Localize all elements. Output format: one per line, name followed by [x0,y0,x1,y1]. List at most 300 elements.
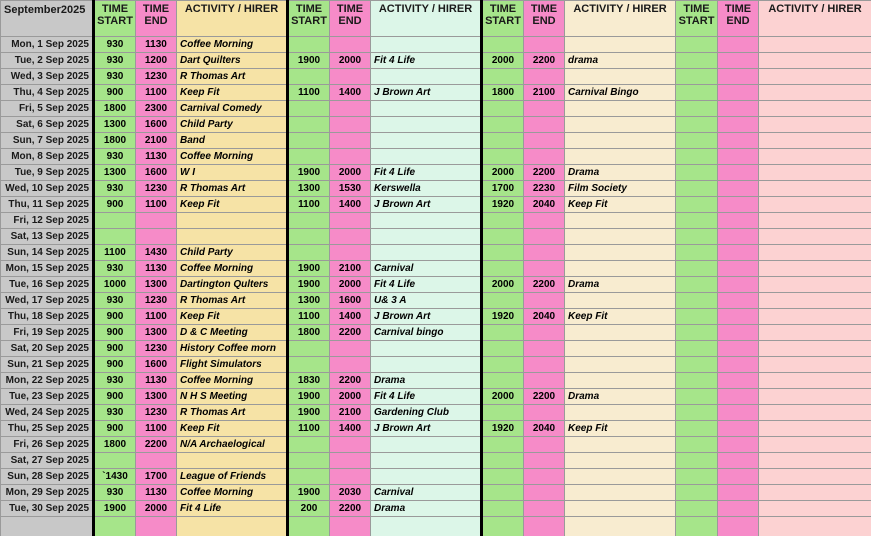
activity-cell[interactable] [759,117,871,133]
time-start-cell[interactable]: 930 [94,261,136,277]
time-end-cell[interactable]: 1230 [136,293,177,309]
time-end-cell[interactable] [524,117,565,133]
activity-cell[interactable] [371,133,482,149]
time-end-cell[interactable] [524,437,565,453]
time-start-cell[interactable]: 900 [94,421,136,437]
time-end-cell[interactable]: 1130 [136,149,177,165]
time-end-cell[interactable] [330,149,371,165]
time-start-cell[interactable] [676,229,718,245]
time-start-cell[interactable] [288,469,330,485]
time-end-cell[interactable]: 1200 [136,53,177,69]
activity-cell[interactable] [371,149,482,165]
time-start-cell[interactable]: 930 [94,373,136,389]
time-end-cell[interactable]: 2200 [524,389,565,405]
activity-cell[interactable] [177,517,288,536]
time-start-cell[interactable]: 1900 [288,405,330,421]
activity-cell[interactable] [565,245,676,261]
time-end-cell[interactable] [718,485,759,501]
activity-cell[interactable] [759,453,871,469]
time-end-cell[interactable] [330,117,371,133]
time-start-cell[interactable] [482,357,524,373]
activity-cell[interactable] [565,325,676,341]
activity-cell[interactable] [759,389,871,405]
activity-cell[interactable] [759,325,871,341]
activity-cell[interactable] [759,149,871,165]
time-start-cell[interactable]: 930 [94,293,136,309]
date-cell[interactable]: Tue, 2 Sep 2025 [1,53,94,69]
activity-cell[interactable]: W I [177,165,288,181]
activity-cell[interactable] [759,341,871,357]
activity-cell[interactable] [565,117,676,133]
activity-cell[interactable]: R Thomas Art [177,293,288,309]
time-start-cell[interactable] [288,213,330,229]
time-start-cell[interactable]: 1100 [288,421,330,437]
date-cell[interactable]: Mon, 29 Sep 2025 [1,485,94,501]
activity-cell[interactable] [565,37,676,53]
time-start-cell[interactable]: 1900 [288,485,330,501]
activity-cell[interactable]: Carnival [371,261,482,277]
activity-cell[interactable] [759,53,871,69]
activity-cell[interactable]: drama [565,53,676,69]
time-start-cell[interactable] [288,341,330,357]
time-start-cell[interactable] [676,517,718,536]
activity-cell[interactable]: Drama [565,389,676,405]
time-end-cell[interactable]: 1430 [136,245,177,261]
time-start-cell[interactable]: 900 [94,357,136,373]
time-start-cell[interactable] [482,293,524,309]
date-cell[interactable]: Mon, 15 Sep 2025 [1,261,94,277]
date-cell[interactable]: Sat, 13 Sep 2025 [1,229,94,245]
activity-cell[interactable] [565,261,676,277]
activity-cell[interactable] [759,373,871,389]
time-start-cell[interactable] [676,309,718,325]
activity-cell[interactable] [565,501,676,517]
activity-cell[interactable]: Carnival bingo [371,325,482,341]
activity-cell[interactable]: J Brown Art [371,85,482,101]
date-cell[interactable]: Sat, 6 Sep 2025 [1,117,94,133]
time-end-cell[interactable] [330,37,371,53]
activity-cell[interactable]: Keep Fit [177,309,288,325]
time-start-cell[interactable]: 930 [94,405,136,421]
time-end-cell[interactable] [718,165,759,181]
activity-cell[interactable] [565,213,676,229]
activity-cell[interactable]: Kerswella [371,181,482,197]
time-start-cell[interactable]: 1800 [94,101,136,117]
time-start-cell[interactable] [676,389,718,405]
time-end-cell[interactable]: 1230 [136,69,177,85]
time-end-cell[interactable]: 1130 [136,373,177,389]
time-end-cell[interactable] [330,437,371,453]
time-end-cell[interactable]: 2000 [330,165,371,181]
time-end-cell[interactable]: 1600 [330,293,371,309]
time-end-cell[interactable] [718,213,759,229]
date-cell[interactable]: Wed, 10 Sep 2025 [1,181,94,197]
time-start-cell[interactable]: 1800 [482,85,524,101]
time-end-cell[interactable]: 1230 [136,181,177,197]
time-end-cell[interactable] [330,469,371,485]
time-start-cell[interactable]: 930 [94,53,136,69]
time-start-cell[interactable] [676,485,718,501]
time-end-cell[interactable] [718,501,759,517]
time-start-cell[interactable] [288,229,330,245]
activity-header[interactable]: ACTIVITY / HIRER [759,1,871,37]
time-start-cell[interactable]: 900 [94,85,136,101]
date-cell[interactable]: Wed, 24 Sep 2025 [1,405,94,421]
date-cell[interactable]: Thu, 25 Sep 2025 [1,421,94,437]
time-start-cell[interactable] [482,37,524,53]
activity-cell[interactable]: R Thomas Art [177,405,288,421]
time-start-cell[interactable]: 1700 [482,181,524,197]
activity-cell[interactable]: Coffee Morning [177,261,288,277]
time-end-cell[interactable] [330,101,371,117]
time-end-cell[interactable]: 1700 [136,469,177,485]
time-start-cell[interactable] [676,293,718,309]
time-start-cell[interactable]: 1300 [94,117,136,133]
time-end-cell[interactable] [330,245,371,261]
time-end-cell[interactable]: 2100 [524,85,565,101]
time-end-cell[interactable] [330,69,371,85]
activity-cell[interactable]: Carnival Bingo [565,85,676,101]
time-start-cell[interactable]: 1900 [288,261,330,277]
time-start-cell[interactable] [676,437,718,453]
activity-cell[interactable] [759,165,871,181]
time-end-cell[interactable] [718,277,759,293]
time-start-cell[interactable] [288,245,330,261]
time-start-cell[interactable] [482,469,524,485]
activity-cell[interactable]: R Thomas Art [177,181,288,197]
activity-cell[interactable]: J Brown Art [371,421,482,437]
time-end-cell[interactable] [330,453,371,469]
time-start-cell[interactable] [676,405,718,421]
activity-cell[interactable] [759,229,871,245]
date-cell[interactable]: Tue, 23 Sep 2025 [1,389,94,405]
time-end-header[interactable] [524,1,565,37]
time-start-cell[interactable]: 1800 [288,325,330,341]
activity-cell[interactable]: Carnival [371,485,482,501]
time-end-cell[interactable] [524,149,565,165]
activity-cell[interactable] [759,37,871,53]
time-end-cell[interactable]: 1100 [136,85,177,101]
date-cell[interactable]: Fri, 5 Sep 2025 [1,101,94,117]
time-end-cell[interactable] [718,197,759,213]
time-end-cell[interactable] [718,325,759,341]
date-cell[interactable]: Sun, 28 Sep 2025 [1,469,94,485]
time-start-cell[interactable]: 1300 [94,165,136,181]
time-end-cell[interactable] [718,405,759,421]
activity-cell[interactable]: Child Party [177,245,288,261]
date-cell[interactable]: Wed, 3 Sep 2025 [1,69,94,85]
time-start-cell[interactable] [288,357,330,373]
activity-cell[interactable] [759,197,871,213]
time-start-cell[interactable]: 930 [94,181,136,197]
date-cell[interactable]: Thu, 4 Sep 2025 [1,85,94,101]
time-end-cell[interactable]: 1300 [136,277,177,293]
time-end-cell[interactable] [524,293,565,309]
activity-cell[interactable]: Keep Fit [565,309,676,325]
time-end-cell[interactable]: 2100 [330,261,371,277]
time-end-cell[interactable]: 2230 [524,181,565,197]
activity-cell[interactable] [565,101,676,117]
time-end-cell[interactable]: 2200 [330,325,371,341]
time-start-cell[interactable] [676,325,718,341]
activity-cell[interactable] [759,293,871,309]
time-end-cell[interactable] [524,245,565,261]
time-end-cell[interactable] [524,229,565,245]
date-cell[interactable]: Mon, 1 Sep 2025 [1,37,94,53]
time-end-cell[interactable]: 2000 [136,501,177,517]
time-start-cell[interactable]: 2000 [482,165,524,181]
activity-cell[interactable]: Flight Simulators [177,357,288,373]
time-start-cell[interactable] [482,101,524,117]
time-end-cell[interactable]: 2200 [524,165,565,181]
activity-header[interactable]: ACTIVITY / HIRER [371,1,482,37]
time-start-cell[interactable] [482,213,524,229]
activity-cell[interactable] [759,469,871,485]
activity-cell[interactable] [371,357,482,373]
time-end-cell[interactable] [718,229,759,245]
time-end-cell[interactable] [524,325,565,341]
activity-cell[interactable] [759,357,871,373]
time-end-cell[interactable] [718,389,759,405]
activity-cell[interactable] [371,37,482,53]
time-end-cell[interactable] [524,101,565,117]
time-end-cell[interactable]: 1130 [136,485,177,501]
time-end-cell[interactable] [524,69,565,85]
time-start-cell[interactable]: 1800 [94,133,136,149]
time-end-cell[interactable]: 1400 [330,309,371,325]
activity-cell[interactable] [759,133,871,149]
date-cell[interactable]: Sun, 14 Sep 2025 [1,245,94,261]
time-start-cell[interactable]: 1000 [94,277,136,293]
time-start-cell[interactable] [676,421,718,437]
time-start-cell[interactable]: 1300 [288,181,330,197]
time-start-cell[interactable]: 2000 [482,277,524,293]
activity-cell[interactable] [371,229,482,245]
activity-cell[interactable]: Fit 4 Life [177,501,288,517]
date-cell[interactable]: Sun, 21 Sep 2025 [1,357,94,373]
activity-cell[interactable] [565,517,676,536]
time-end-cell[interactable]: 1130 [136,37,177,53]
time-start-cell[interactable]: 1300 [288,293,330,309]
activity-cell[interactable]: Dart Quilters [177,53,288,69]
time-end-cell[interactable] [524,357,565,373]
activity-cell[interactable]: Dartington Qulters [177,277,288,293]
time-end-cell[interactable]: 2000 [330,277,371,293]
time-start-cell[interactable] [676,453,718,469]
time-end-cell[interactable] [718,293,759,309]
activity-cell[interactable]: Gardening Club [371,405,482,421]
activity-cell[interactable] [759,421,871,437]
time-start-cell[interactable] [676,37,718,53]
activity-cell[interactable] [565,485,676,501]
activity-cell[interactable] [759,309,871,325]
time-end-cell[interactable]: 1100 [136,197,177,213]
time-start-cell[interactable] [94,517,136,536]
time-end-cell[interactable]: 2200 [524,277,565,293]
activity-cell[interactable]: Keep Fit [177,421,288,437]
date-cell[interactable] [1,517,94,536]
activity-cell[interactable]: Drama [565,165,676,181]
time-end-cell[interactable] [524,341,565,357]
time-start-cell[interactable]: 930 [94,485,136,501]
activity-cell[interactable]: Drama [371,501,482,517]
activity-cell[interactable] [565,149,676,165]
time-end-cell[interactable] [718,53,759,69]
time-end-cell[interactable] [718,261,759,277]
time-start-cell[interactable] [676,117,718,133]
time-end-cell[interactable] [718,453,759,469]
date-cell[interactable]: Fri, 12 Sep 2025 [1,213,94,229]
time-start-cell[interactable] [482,485,524,501]
time-start-cell[interactable] [676,357,718,373]
time-start-cell[interactable]: 1900 [288,165,330,181]
time-start-cell[interactable] [482,149,524,165]
activity-cell[interactable]: Coffee Morning [177,373,288,389]
activity-cell[interactable]: Fit 4 Life [371,165,482,181]
time-end-cell[interactable]: 2300 [136,101,177,117]
activity-cell[interactable]: D & C Meeting [177,325,288,341]
time-end-header[interactable] [718,1,759,37]
time-end-cell[interactable] [136,453,177,469]
time-end-cell[interactable] [524,405,565,421]
date-cell[interactable]: Tue, 30 Sep 2025 [1,501,94,517]
time-start-cell[interactable] [676,53,718,69]
time-end-cell[interactable]: 2000 [330,389,371,405]
activity-cell[interactable]: Keep Fit [565,197,676,213]
time-end-cell[interactable] [330,341,371,357]
time-start-cell[interactable] [676,197,718,213]
activity-cell[interactable] [371,517,482,536]
time-start-cell[interactable] [288,133,330,149]
time-end-cell[interactable]: 1530 [330,181,371,197]
activity-cell[interactable] [177,213,288,229]
time-start-cell[interactable] [482,453,524,469]
time-end-cell[interactable] [718,101,759,117]
time-end-cell[interactable] [524,213,565,229]
activity-cell[interactable] [371,469,482,485]
time-start-cell[interactable] [676,245,718,261]
time-start-cell[interactable] [676,101,718,117]
time-end-cell[interactable]: 2100 [330,405,371,421]
time-start-cell[interactable] [482,373,524,389]
time-end-cell[interactable]: 2040 [524,197,565,213]
time-start-cell[interactable] [94,229,136,245]
activity-cell[interactable] [371,69,482,85]
time-end-cell[interactable] [718,69,759,85]
time-start-cell[interactable] [676,181,718,197]
activity-cell[interactable]: U& 3 A [371,293,482,309]
time-end-cell[interactable] [524,453,565,469]
time-end-cell[interactable] [524,501,565,517]
time-start-cell[interactable] [288,69,330,85]
activity-cell[interactable] [759,517,871,536]
time-start-cell[interactable] [482,245,524,261]
time-start-header[interactable] [482,1,524,37]
activity-cell[interactable]: Fit 4 Life [371,53,482,69]
activity-cell[interactable] [759,85,871,101]
activity-cell[interactable]: Drama [371,373,482,389]
time-end-cell[interactable] [524,373,565,389]
time-end-cell[interactable] [718,37,759,53]
activity-cell[interactable] [371,213,482,229]
activity-cell[interactable] [759,181,871,197]
time-start-cell[interactable] [676,261,718,277]
time-start-cell[interactable]: 1920 [482,197,524,213]
time-start-cell[interactable]: 1920 [482,421,524,437]
activity-cell[interactable] [759,277,871,293]
time-end-cell[interactable]: 1130 [136,261,177,277]
time-start-cell[interactable] [482,133,524,149]
time-start-cell[interactable]: 900 [94,197,136,213]
activity-cell[interactable] [759,437,871,453]
time-end-cell[interactable]: 2200 [524,53,565,69]
activity-cell[interactable]: Fit 4 Life [371,389,482,405]
time-end-cell[interactable] [136,213,177,229]
activity-cell[interactable]: J Brown Art [371,309,482,325]
time-start-cell[interactable] [482,341,524,357]
activity-cell[interactable]: Film Society [565,181,676,197]
activity-cell[interactable] [371,117,482,133]
activity-cell[interactable] [565,469,676,485]
activity-cell[interactable] [565,373,676,389]
time-start-cell[interactable] [676,149,718,165]
activity-cell[interactable] [759,405,871,421]
time-start-header[interactable] [94,1,136,37]
time-start-cell[interactable] [288,453,330,469]
time-start-cell[interactable]: 1900 [288,277,330,293]
activity-cell[interactable] [565,453,676,469]
time-end-cell[interactable] [718,517,759,536]
activity-cell[interactable]: Fit 4 Life [371,277,482,293]
time-start-cell[interactable] [676,373,718,389]
activity-cell[interactable] [565,437,676,453]
time-end-cell[interactable] [136,517,177,536]
time-start-cell[interactable] [288,517,330,536]
time-end-cell[interactable]: 1100 [136,421,177,437]
time-end-cell[interactable] [718,245,759,261]
time-end-cell[interactable] [718,437,759,453]
date-cell[interactable]: Tue, 16 Sep 2025 [1,277,94,293]
activity-header[interactable]: ACTIVITY / HIRER [565,1,676,37]
time-start-cell[interactable] [482,405,524,421]
time-end-cell[interactable] [330,357,371,373]
date-cell[interactable]: Fri, 26 Sep 2025 [1,437,94,453]
time-start-cell[interactable] [94,453,136,469]
activity-cell[interactable] [177,453,288,469]
activity-cell[interactable]: Coffee Morning [177,485,288,501]
time-end-cell[interactable] [718,357,759,373]
activity-cell[interactable] [371,341,482,357]
time-end-cell[interactable] [718,149,759,165]
time-start-cell[interactable] [482,437,524,453]
time-start-cell[interactable]: `1430 [94,469,136,485]
activity-cell[interactable] [565,341,676,357]
time-start-cell[interactable]: 1100 [288,309,330,325]
time-start-cell[interactable] [676,85,718,101]
time-end-cell[interactable] [718,469,759,485]
time-start-cell[interactable]: 1100 [94,245,136,261]
activity-cell[interactable]: Coffee Morning [177,149,288,165]
time-end-cell[interactable] [330,133,371,149]
activity-cell[interactable] [177,229,288,245]
time-end-header[interactable] [136,1,177,37]
time-end-cell[interactable] [524,469,565,485]
time-end-cell[interactable] [718,117,759,133]
time-end-cell[interactable] [718,133,759,149]
activity-cell[interactable]: Keep Fit [565,421,676,437]
time-start-cell[interactable] [94,213,136,229]
time-end-cell[interactable] [524,485,565,501]
